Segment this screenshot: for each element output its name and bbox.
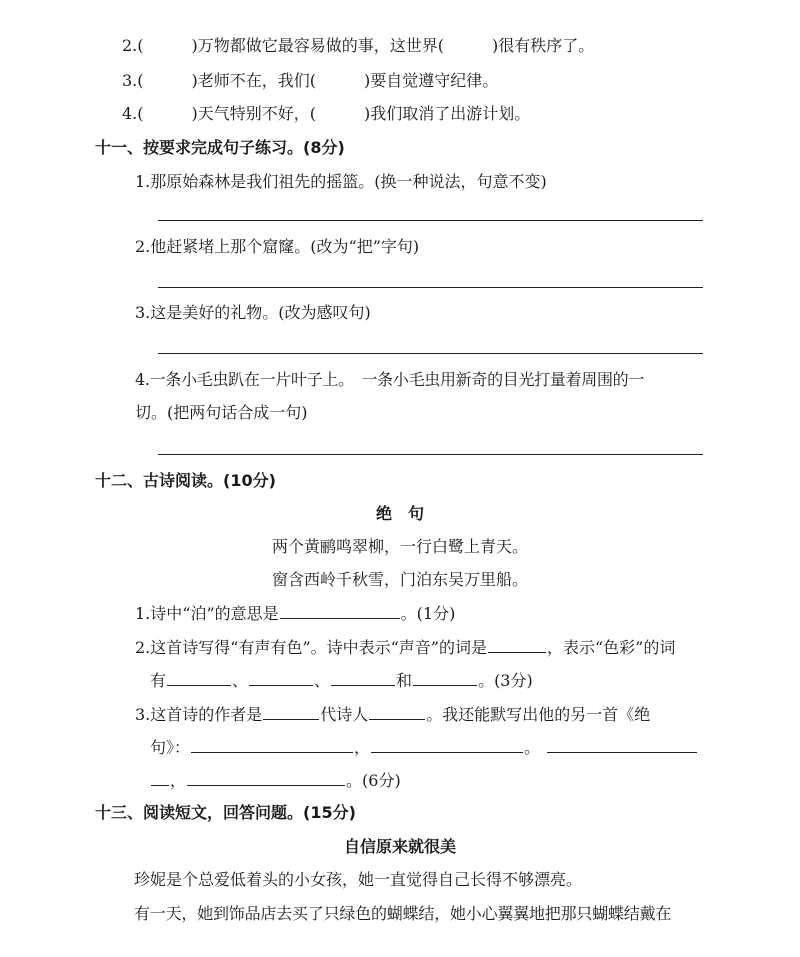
s12-q3-poem-blank-3-cont[interactable] [151, 769, 169, 786]
s12-q2-color-blank-2[interactable] [249, 669, 313, 686]
s11-answer-line-4[interactable] [158, 454, 703, 455]
top-item-3: 3.( )老师不在，我们( )要自觉遵守纪律。 [122, 71, 499, 90]
s11-question-4-line1: 4.一条小毛虫趴在一片叶子上。 一条小毛虫用新奇的目光打量着周围的一 [135, 370, 645, 389]
passage-paragraph-1: 珍妮是个总爱低着头的小女孩，她一直觉得自己长得不够漂亮。 [134, 870, 583, 889]
section-12-heading: 十二、古诗阅读。(10分) [95, 471, 276, 490]
passage-paragraph-2: 有一天，她到饰品店去买了只绿色的蝴蝶结，她小心翼翼地把那只蝴蝶结戴在 [134, 904, 672, 923]
s12-q3-dynasty-blank[interactable] [263, 703, 319, 720]
s12-q1-text: 1.诗中“泊”的意思是 [135, 604, 279, 623]
s11-question-1: 1.那原始森林是我们祖先的摇篮。(换一种说法，句意不变) [135, 172, 547, 191]
s12-q2-text-2: ，表示“色彩”的词 [547, 638, 676, 657]
s12-question-3-line1 [135, 703, 650, 726]
s12-q2-sound-blank[interactable] [488, 636, 546, 653]
s12-q3-poem-blank-1[interactable] [191, 736, 353, 753]
poem-line-1: 两个黄鹂鸣翠柳，一行白鹭上青天。 [271, 537, 528, 556]
top-item-2: 2.( )万物都做它最容易做的事，这世界( )很有秩序了。 [122, 36, 595, 55]
poem-title: 绝 句 [375, 504, 424, 523]
s11-answer-line-1[interactable] [158, 220, 703, 221]
s11-answer-line-3[interactable] [158, 353, 703, 354]
s12-question-1 [135, 602, 455, 625]
s12-q3-text-3: 。我还能默写出他的另一首《绝 [426, 705, 651, 724]
section-13-heading: 十三、阅读短文，回答问题。(15分) [95, 803, 356, 822]
s12-q2-sep-2: 、 [314, 671, 331, 690]
s12-q2-text-3: 有 [150, 671, 167, 690]
s12-q3-sep-2: 。 [524, 738, 541, 757]
s12-q2-color-blank-3[interactable] [331, 669, 395, 686]
s12-q2-color-blank-1[interactable] [167, 669, 231, 686]
s12-q2-sep-1: 、 [232, 671, 249, 690]
s12-question-2-line2 [150, 669, 533, 692]
s12-q3-sep-3: ， [170, 771, 187, 790]
s11-question-2: 2.他赶紧堵上那个窟窿。(改为“把”字句) [135, 237, 420, 256]
s11-answer-line-2[interactable] [158, 287, 703, 288]
poem-line-2: 窗含西岭千秋雪，门泊东吴万里船。 [271, 570, 528, 589]
s12-q1-score: 。(1分) [400, 604, 456, 623]
s11-question-4-line2: 切。(把两句话合成一句) [135, 403, 308, 422]
s12-question-2-line1 [135, 636, 675, 659]
passage-title: 自信原来就很美 [343, 837, 456, 856]
s12-question-3-line2 [150, 736, 698, 759]
s12-q3-text-2: 代诗人 [320, 705, 369, 724]
s12-q2-score: 。(3分) [478, 671, 533, 690]
section-11-heading: 十一、按要求完成句子练习。(8分) [95, 138, 345, 157]
s12-q3-poem-blank-2[interactable] [371, 736, 523, 753]
top-item-4: 4.( )天气特别不好，( )我们取消了出游计划。 [122, 104, 531, 123]
s12-q3-text: 3.这首诗的作者是 [135, 705, 263, 724]
s12-q2-color-blank-4[interactable] [413, 669, 477, 686]
s12-q2-and: 和 [396, 671, 413, 690]
s12-q3-sep-1: ， [354, 738, 371, 757]
s12-q3-poem-blank-4[interactable] [187, 769, 345, 786]
s12-question-3-line3 [150, 769, 401, 792]
s12-q1-blank[interactable] [280, 602, 400, 619]
s11-question-3: 3.这是美好的礼物。(改为感叹句) [135, 303, 371, 322]
s12-q3-poet-blank[interactable] [369, 703, 425, 720]
s12-q2-text: 2.这首诗写得“有声有色”。诗中表示“声音”的词是 [135, 638, 487, 657]
s12-q3-text-4: 句》： [150, 738, 191, 757]
s12-q3-poem-blank-3[interactable] [547, 736, 697, 753]
s12-q3-score: 。(6分) [346, 771, 401, 790]
